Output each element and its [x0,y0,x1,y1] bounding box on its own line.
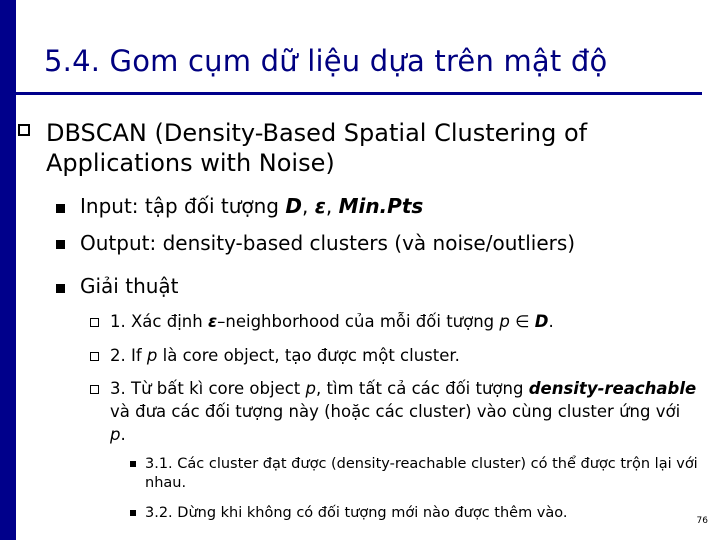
step-1: 1. Xác định ε–neighborhood của mỗi đối tượng p ∈ D. [110,312,554,331]
input-line: Input: tập đối tượng D, ε, Min.Pts [80,194,424,218]
step-2: 2. If p là core object, tạo được một cluster. [110,346,460,365]
title-underline [16,92,702,95]
hollow-square-bullet-icon [90,318,99,327]
hollow-square-bullet-icon [18,124,30,136]
algorithm-label: Giải thuật [80,274,179,298]
step-3-1: 3.1. Các cluster đạt được (density-reachable cluster) có thể được trộn lại với nhau. [145,456,698,491]
hollow-square-bullet-icon [90,352,99,361]
output-line: Output: density-based clusters (và noise/outliers) [80,231,576,255]
small-square-bullet-icon [130,461,136,467]
step-3: 3. Từ bất kì core object p, tìm tất cả các đối tượng density-reachable và đưa các đối tượng này (hoặc các cluster) vào cùng cluster ứng với p. [110,379,697,444]
step-3-2: 3.2. Dừng khi không có đối tượng mới nào được thêm vào. [145,505,568,521]
small-square-bullet-icon [130,510,136,516]
hollow-square-bullet-icon [90,385,99,394]
square-bullet-icon [56,240,65,249]
left-accent-bar [0,0,16,540]
square-bullet-icon [56,284,65,293]
slide-title: 5.4. Gom cụm dữ liệu dựa trên mật độ [44,44,608,78]
main-bullet-text: DBSCAN (Density-Based Spatial Clustering of Applications with Noise) [46,119,588,177]
square-bullet-icon [56,204,65,213]
page-number: 76 [696,516,708,526]
